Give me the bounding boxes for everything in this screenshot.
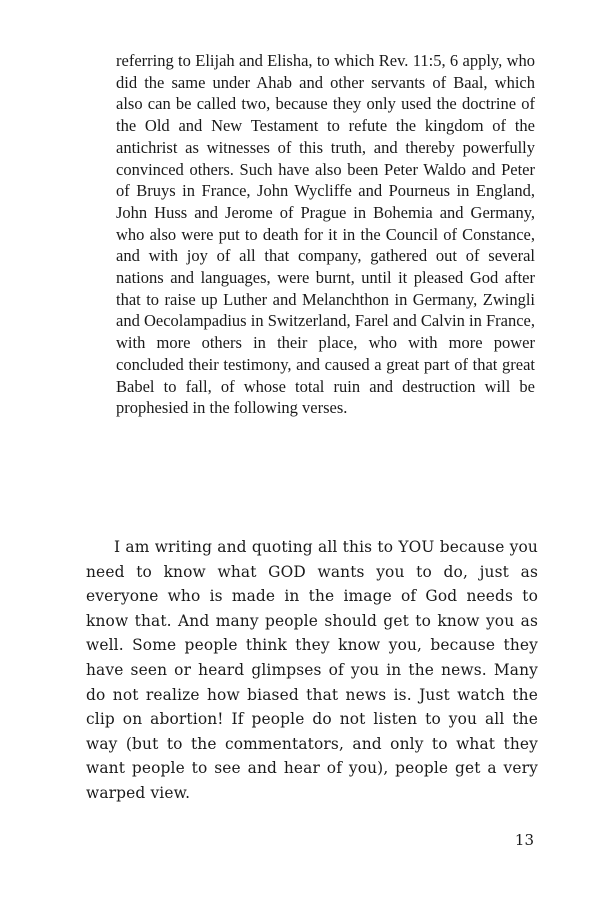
body-paragraph: I am writing and quoting all this to YOU because you need to know what GOD wants you to do, just as everyone who is made in the image of God needs to know that. And many people should get to know you as well. Some people think they know you, because they have seen or heard glimpses of you in the news. Many do not realize how biased that news is. Just watch the clip on abortion! If people do not listen to you all the way (but to the commentators, and only to what they want people to see and hear of you), people get a very warped view. bbox=[86, 538, 538, 802]
page-number: 13 bbox=[514, 831, 534, 849]
block-quote: referring to Elijah and Elisha, to which Rev. 11:5, 6 apply, who did the same under Ahab and other servants of Baal, which also can be called two, because they only used the doctrine of the Old and New Testament to refute the kingdom of the antichrist as witnesses of this truth, and thereby powerfully convinced others. Such have also been Peter Waldo and Peter of Bruys in France, John Wycliffe and Pourneus in England, John Huss and Jerome of Prague in Bohemia and Germany, who also were put to death for it in the Council of Constance, and with joy of all that company, gathered out of several nations and languages, were burnt, until it pleased God after that to raise up Luther and Melanchthon in Germany, Zwingli and Oecolampadius in Switzerland, Farel and Calvin in France, with more others in their place, who with more power concluded their testimony, and caused a great part of that great Babel to fall, of whose total ruin and destruction will be prophesied in the following verses. bbox=[116, 51, 535, 418]
